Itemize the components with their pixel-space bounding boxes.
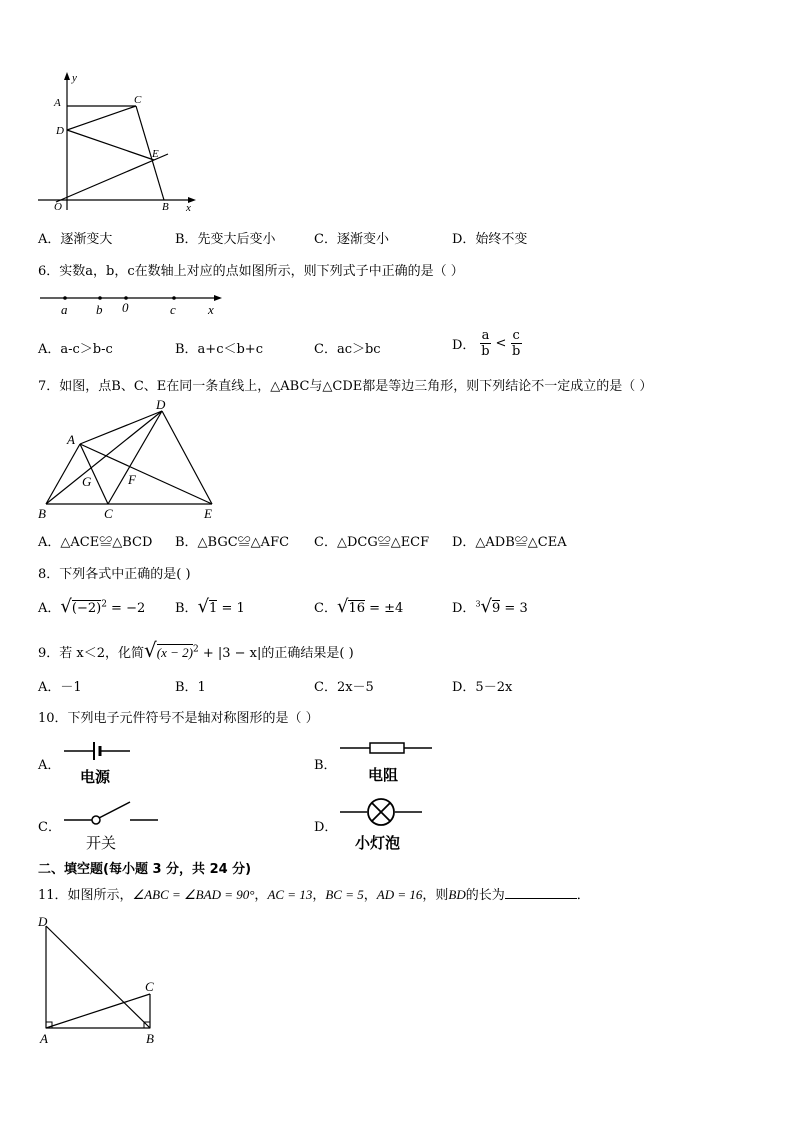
sqrt-sign: √ — [60, 596, 72, 617]
q8-stem: 8．下列各式中正确的是( ) — [38, 567, 191, 582]
fig7-F: F — [128, 472, 136, 487]
axis-label-b: b — [96, 302, 103, 317]
q8-c-radicand: 16 — [348, 601, 365, 616]
figure-q11 — [34, 912, 164, 1047]
q10-a-label: A． — [38, 758, 61, 773]
q8-c-rhs: = ±4 — [364, 601, 404, 616]
q8-b-label: B． — [175, 601, 198, 616]
q6-option-a: A．a-c＞b-c — [38, 342, 113, 357]
q5-option-d: D．始终不变 — [452, 232, 528, 247]
fraction-a-over-b: $\frac{a}{b}$ — [481, 328, 490, 359]
q8-d-rhs: = 3 — [500, 601, 528, 616]
fig7-E: E — [204, 506, 212, 521]
q6-option-d — [452, 328, 522, 359]
q11-bd: BD — [448, 887, 466, 902]
fig5-D: D — [56, 125, 64, 137]
fig5-x: x — [186, 202, 191, 214]
fig5-O: O — [54, 201, 62, 213]
q9-stem-post: + |3 − x|的正确结果是( ) — [198, 646, 354, 661]
q7-option-d: D．△ADB≌△CEA — [452, 535, 567, 550]
q10-d-caption: 小灯泡 — [355, 834, 401, 852]
less-than: < — [495, 336, 507, 351]
comma: ， — [312, 888, 326, 903]
figure-q5 — [34, 70, 204, 215]
q9-option-d: D．5－2x — [452, 680, 513, 695]
q8-b-radicand: 1 — [209, 601, 218, 616]
q8-c-label: C． — [314, 601, 337, 616]
q9-option-a: A．－1 — [38, 680, 82, 695]
q7-option-c: C．△DCG≌△ECF — [314, 535, 430, 550]
q7-stem: 7．如图，点B、C、E在同一条直线上，△ABC与△CDE都是等边三角形，则下列结论不一定成立的是（ ） — [38, 379, 653, 394]
switch-symbol — [62, 798, 160, 828]
sqrt-sign: √ — [480, 596, 493, 617]
q9-stem — [38, 638, 354, 662]
fig7-D: D — [156, 398, 166, 412]
q5-option-c: C．逐渐变小 — [314, 232, 389, 247]
sqrt-sign: √ — [197, 596, 210, 617]
q6-stem: 6．实数a，b，c在数轴上对应的点如图所示，则下列式子中正确的是（ ） — [38, 264, 464, 279]
fraction-c-over-b: $\frac{c}{b}$ — [512, 328, 521, 359]
q10-a-caption: 电源 — [80, 768, 111, 786]
axis-label-zero: 0 — [122, 300, 129, 315]
q11-bc: BC = 5 — [325, 887, 364, 902]
q10-d-label: D． — [314, 820, 338, 835]
q5-option-b: B．先变大后变小 — [175, 232, 276, 247]
fig11-B: B — [146, 1031, 154, 1046]
q9-option-b: B．1 — [175, 680, 206, 695]
q9-stem-pre: 9．若 x＜2，化简 — [38, 646, 145, 661]
q6-option-c: C．ac＞bc — [314, 342, 381, 357]
fig11-D: D — [38, 914, 48, 929]
q7-option-b: B．△BGC≌△AFC — [175, 535, 290, 550]
q10-b-label: B． — [314, 758, 337, 773]
q8-d-root-index: 3 — [475, 599, 481, 609]
sqrt-sign: √ — [144, 638, 157, 662]
fig5-C: C — [134, 94, 142, 106]
fig7-B: B — [38, 506, 46, 521]
axis-label-x: x — [208, 302, 214, 317]
q11-end: ． — [576, 888, 590, 903]
q9-radicand: (x − 2) — [156, 645, 193, 660]
sqrt-sign: √ — [336, 596, 349, 617]
fig11-A: A — [40, 1031, 48, 1046]
fig5-E: E — [152, 148, 159, 160]
q10-c-label: C． — [38, 820, 61, 835]
fig7-G: G — [82, 474, 92, 489]
q8-option-c — [314, 596, 403, 617]
lamp-symbol — [340, 797, 422, 827]
q11-stem — [38, 884, 590, 903]
q10-stem: 10．下列电子元件符号不是轴对称图形的是（ ） — [38, 711, 319, 726]
q8-d-radicand: 9 — [492, 601, 501, 616]
q8-option-d — [452, 596, 528, 617]
fig5-y: y — [72, 72, 77, 84]
q11-ac: AC = 13 — [267, 887, 313, 902]
q8-d-label: D． — [452, 601, 476, 616]
answer-blank[interactable] — [505, 886, 577, 899]
fig5-A: A — [54, 97, 61, 109]
q8-a-label: A． — [38, 601, 61, 616]
fig7-C: C — [104, 506, 113, 521]
section-heading: 二、填空题(每小题 3 分，共 24 分) — [38, 862, 252, 877]
q9-exponent: 2 — [192, 644, 199, 655]
comma: ， — [363, 888, 377, 903]
fig5-B: B — [162, 201, 169, 213]
q11-condition: ∠ABC = ∠BAD = 90° — [132, 887, 255, 902]
q8-b-rhs: = 1 — [217, 601, 245, 616]
q8-a-radicand: (−2) — [71, 601, 102, 616]
q8-option-a — [38, 596, 145, 617]
fig11-C: C — [145, 979, 154, 994]
q6-option-b: B．a+c＜b+c — [175, 342, 263, 357]
q5-option-a: A．逐渐变大 — [38, 232, 113, 247]
resistor-symbol — [340, 738, 432, 758]
figure-q7 — [34, 398, 224, 523]
axis-label-c: c — [170, 302, 176, 317]
q8-a-rhs: = −2 — [106, 601, 146, 616]
q10-c-caption: 开关 — [86, 834, 117, 852]
q7-option-a: A．△ACE≌△BCD — [38, 535, 153, 550]
fig7-A: A — [67, 432, 75, 447]
q11-ask-post: 的长为 — [465, 888, 505, 903]
q6-d-label: D． — [452, 338, 476, 353]
q8-option-b — [175, 596, 245, 617]
q8-a-exponent: 2 — [101, 599, 107, 610]
power-source-symbol — [62, 740, 132, 762]
q11-ask-pre: ，则 — [422, 888, 449, 903]
q9-option-c: C．2x－5 — [314, 680, 374, 695]
axis-label-a: a — [61, 302, 68, 317]
comma: ， — [254, 888, 268, 903]
q11-ad: AD = 16 — [376, 887, 423, 902]
q10-b-caption: 电阻 — [368, 766, 399, 784]
q11-stem-pre: 11．如图所示， — [38, 888, 133, 903]
number-line-q6 — [36, 288, 236, 318]
